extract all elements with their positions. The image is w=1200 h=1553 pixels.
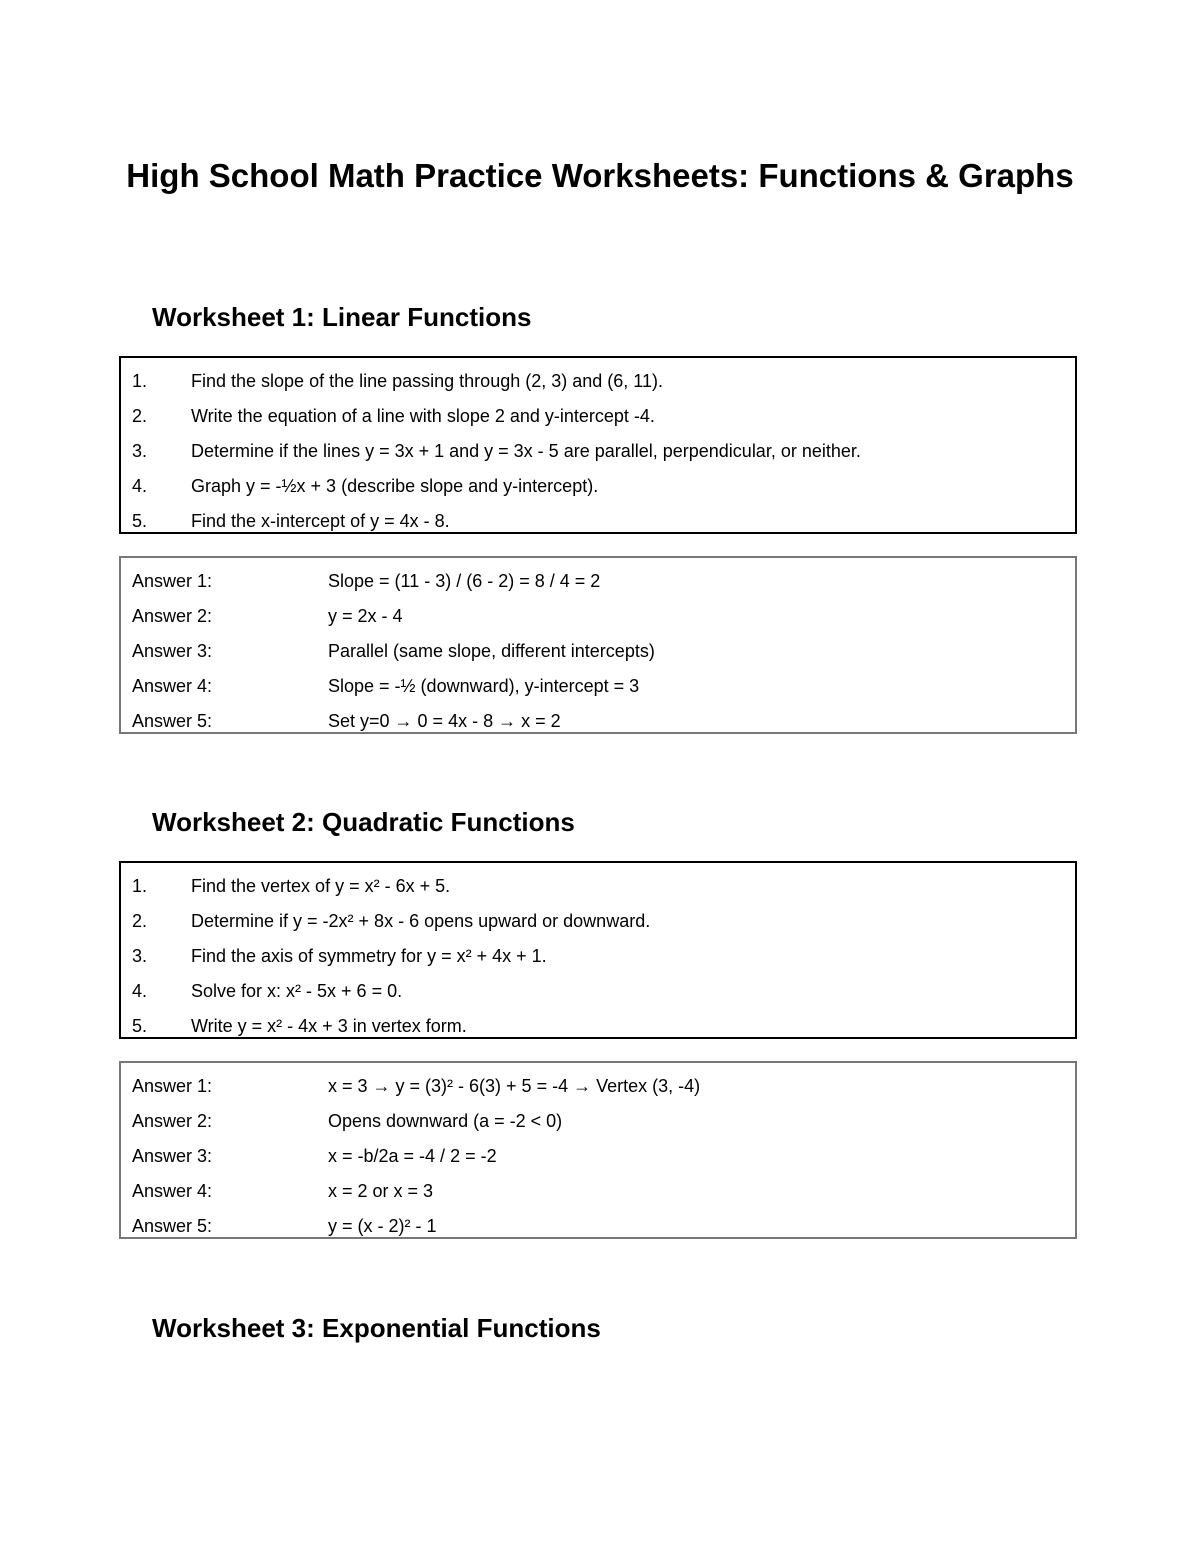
worksheet-1-answers-box (119, 556, 1077, 734)
answer-text: x = 2 or x = 3 (328, 1181, 434, 1201)
answer-row (121, 564, 1075, 599)
answer-row (121, 669, 1075, 704)
question-text: Solve for x: x² - 5x + 6 = 0. (191, 981, 403, 1001)
question-row (121, 939, 1075, 974)
question-text: Write y = x² - 4x + 3 in vertex form. (191, 1016, 467, 1036)
answer-row (121, 1104, 1075, 1139)
question-number: 4. (132, 981, 148, 1001)
worksheet-2-heading: Worksheet 2: Quadratic Functions (152, 807, 575, 837)
question-text: Graph y = -½x + 3 (describe slope and y-intercept). (191, 476, 599, 496)
question-text: Find the slope of the line passing through (2, 3) and (6, 11). (191, 371, 663, 391)
answer-label: Answer 5: (132, 1216, 213, 1236)
question-text: Determine if y = -2x² + 8x - 6 opens upward or downward. (191, 911, 651, 931)
question-row (121, 399, 1075, 434)
answer-row (121, 1139, 1075, 1174)
question-row (121, 974, 1075, 1009)
page-title: High School Math Practice Worksheets: Functions & Graphs (126, 157, 1074, 194)
question-row (121, 434, 1075, 469)
answer-label: Answer 2: (132, 606, 213, 626)
question-number: 4. (132, 476, 148, 496)
answer-label: Answer 4: (132, 1181, 213, 1201)
worksheet-3-heading: Worksheet 3: Exponential Functions (152, 1313, 601, 1343)
answer-label: Answer 3: (132, 641, 213, 661)
question-number: 5. (132, 511, 148, 531)
worksheet-1-questions-box (119, 356, 1077, 534)
question-text: Find the axis of symmetry for y = x² + 4x + 1. (191, 946, 547, 966)
answer-text: Slope = -½ (downward), y-intercept = 3 (328, 676, 640, 696)
question-number: 1. (132, 371, 148, 391)
answer-label: Answer 3: (132, 1146, 213, 1166)
answer-label: Answer 4: (132, 676, 213, 696)
question-row (121, 504, 1075, 539)
answer-text: x = -b/2a = -4 / 2 = -2 (328, 1146, 497, 1166)
answer-label: Answer 5: (132, 711, 213, 731)
question-row (121, 364, 1075, 399)
question-number: 1. (132, 876, 148, 896)
question-number: 2. (132, 911, 148, 931)
answer-row (121, 704, 1075, 739)
answer-row (121, 1209, 1075, 1244)
answer-row (121, 634, 1075, 669)
worksheet-1-heading: Worksheet 1: Linear Functions (152, 302, 532, 332)
answer-row (121, 1069, 1075, 1104)
question-text: Find the x-intercept of y = 4x - 8. (191, 511, 450, 531)
question-number: 2. (132, 406, 148, 426)
answer-text: y = 2x - 4 (328, 606, 403, 626)
answer-label: Answer 2: (132, 1111, 213, 1131)
question-row (121, 469, 1075, 504)
question-row (121, 1009, 1075, 1044)
answer-text: Slope = (11 - 3) / (6 - 2) = 8 / 4 = 2 (328, 571, 601, 591)
answer-row (121, 1174, 1075, 1209)
answer-label: Answer 1: (132, 1076, 213, 1096)
worksheet-2-answers-box (119, 1061, 1077, 1239)
question-text: Determine if the lines y = 3x + 1 and y = 3x - 5 are parallel, perpendicular, or neither. (191, 441, 861, 461)
question-text: Write the equation of a line with slope 2 and y-intercept -4. (191, 406, 655, 426)
question-number: 3. (132, 946, 148, 966)
answer-row (121, 599, 1075, 634)
answer-text: Parallel (same slope, different intercepts) (328, 641, 655, 661)
answer-text: x = 3 → y = (3)² - 6(3) + 5 = -4 → Vertex (3, -4) (328, 1076, 701, 1096)
answer-text: y = (x - 2)² - 1 (328, 1216, 437, 1236)
question-text: Find the vertex of y = x² - 6x + 5. (191, 876, 451, 896)
worksheet-2-questions-box (119, 861, 1077, 1039)
question-row (121, 904, 1075, 939)
question-number: 5. (132, 1016, 148, 1036)
answer-text: Opens downward (a = -2 < 0) (328, 1111, 563, 1131)
question-number: 3. (132, 441, 148, 461)
question-row (121, 869, 1075, 904)
answer-label: Answer 1: (132, 571, 213, 591)
answer-text: Set y=0 → 0 = 4x - 8 → x = 2 (328, 711, 561, 731)
